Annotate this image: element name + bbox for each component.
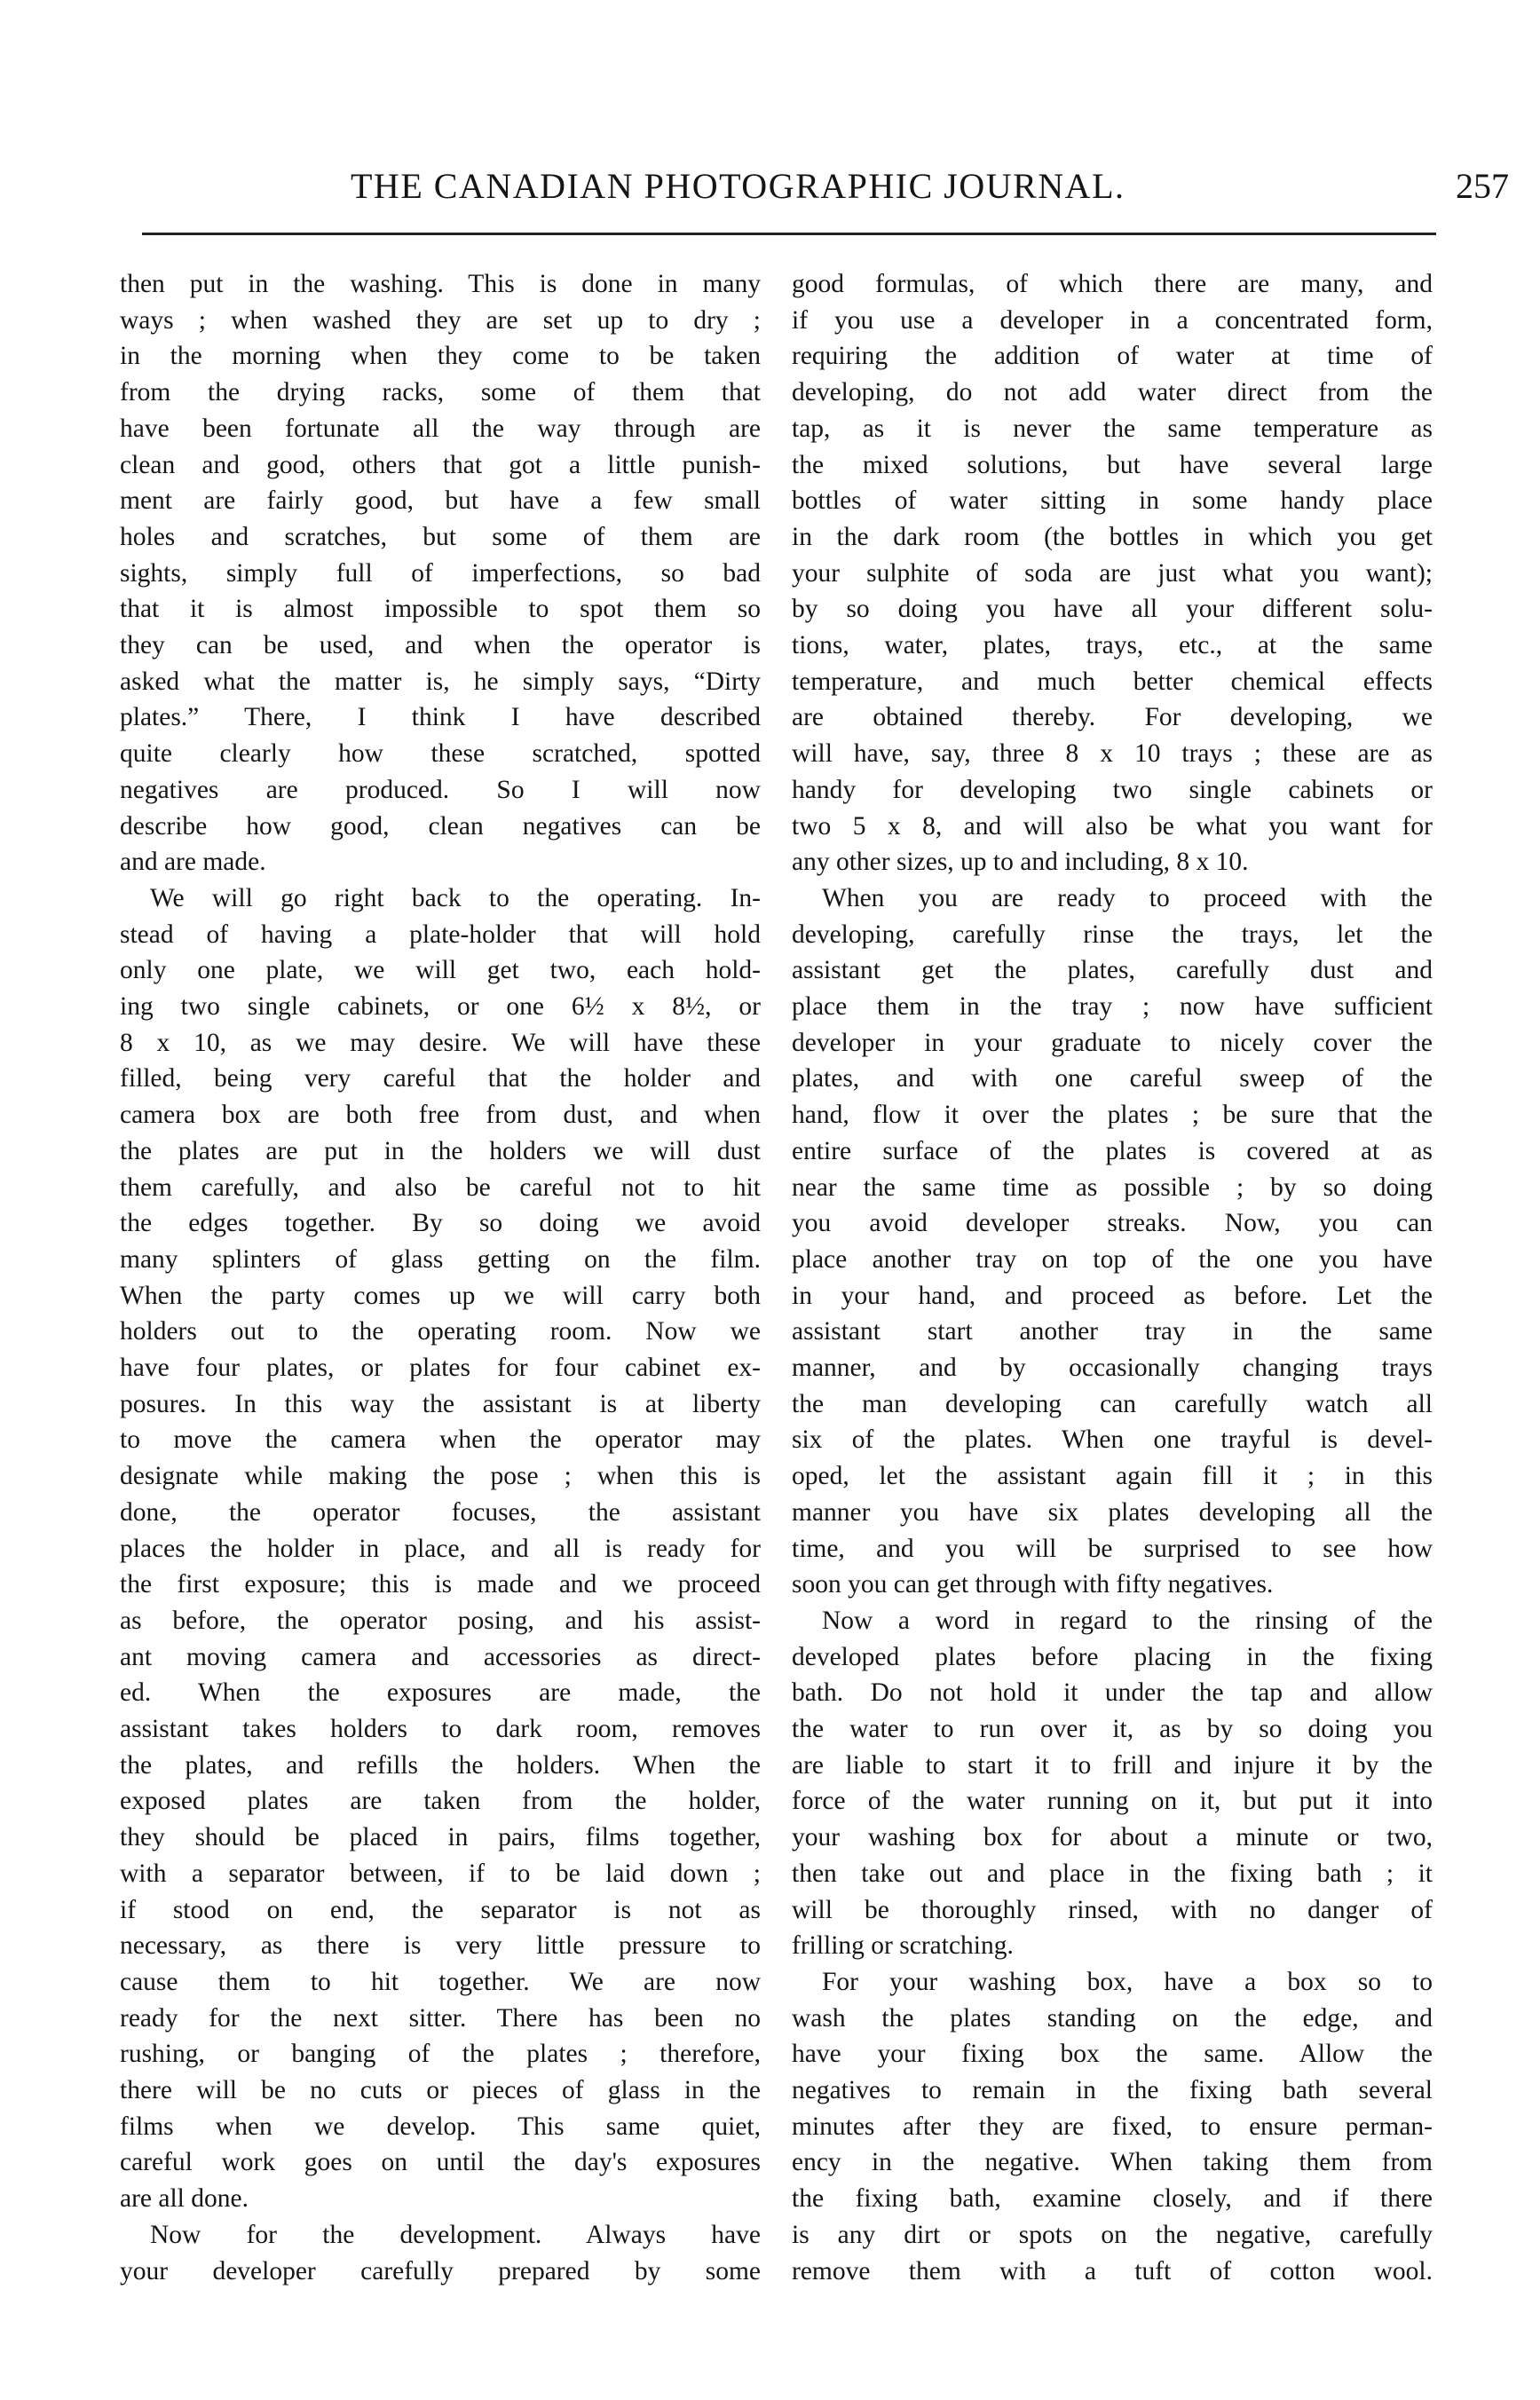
text-line: ways ; when washed they are set up to dry ; <box>120 305 761 335</box>
text-line: designate while making the pose ; when this is <box>120 1462 761 1491</box>
text-line: that it is almost impossible to spot them so <box>120 595 761 624</box>
text-line: assistant start another tray in the same <box>792 1317 1433 1346</box>
text-line: the water to run over it, as by so doing you <box>792 1715 1433 1743</box>
text-line: minutes after they are fixed, to ensure perman- <box>792 2112 1433 2141</box>
text-line: Now a word in regard to the rinsing of the <box>822 1606 1433 1635</box>
text-line: developed plates before placing in the fixing <box>792 1642 1433 1671</box>
text-line: by so doing you have all your different solu- <box>792 595 1433 624</box>
text-line: six of the plates. When one trayful is devel- <box>792 1425 1433 1455</box>
text-line: the plates, and refills the holders. When the <box>120 1750 761 1780</box>
text-line: posures. In this way the assistant is at liberty <box>120 1389 761 1418</box>
text-line: describe how good, clean negatives can be <box>120 811 761 841</box>
text-line: place them in the tray ; now have sufficient <box>792 992 1433 1021</box>
text-line: two 5 x 8, and will also be what you want for <box>792 811 1433 841</box>
text-line: assistant takes holders to dark room, removes <box>120 1715 761 1743</box>
text-line: any other sizes, up to and including, 8 x 10. <box>792 848 1249 877</box>
text-line: When the party comes up we will carry both <box>120 1281 761 1310</box>
text-line: the fixing bath, examine closely, and if there <box>792 2184 1433 2214</box>
text-line: remove them with a tuft of cotton wool. <box>792 2256 1433 2286</box>
text-line: place another tray on top of the one you have <box>792 1244 1433 1274</box>
text-line: cause them to hit together. We are now <box>120 1967 761 1996</box>
text-line: from the drying racks, some of them that <box>120 378 761 407</box>
text-line: ready for the next sitter. There has been no <box>120 2003 761 2033</box>
text-line: done, the operator focuses, the assistant <box>120 1497 761 1527</box>
text-line: time, and you will be surprised to see how <box>792 1534 1433 1563</box>
text-line: and are made. <box>120 848 266 877</box>
text-line: the plates are put in the holders we will dust <box>120 1136 761 1165</box>
text-line: stead of having a plate-holder that will hold <box>120 920 761 949</box>
text-line: temperature, and much better chemical effects <box>792 667 1433 696</box>
text-line: filled, being very careful that the holder and <box>120 1064 761 1093</box>
text-line: careful work goes on until the day's exposures <box>120 2148 761 2177</box>
text-line: many splinters of glass getting on the film. <box>120 1244 761 1274</box>
text-line: tions, water, plates, trays, etc., at the same <box>792 631 1433 659</box>
text-line: your sulphite of soda are just what you want); <box>792 558 1433 588</box>
text-line: then take out and place in the fixing bath ; it <box>792 1859 1433 1888</box>
text-line: necessary, as there is very little pressure to <box>120 1931 761 1961</box>
text-line: are obtained thereby. For developing, we <box>792 703 1433 732</box>
text-line: them carefully, and also be careful not to hit <box>120 1172 761 1202</box>
text-line: sights, simply full of imperfections, so bad <box>120 558 761 588</box>
text-line: places the holder in place, and all is ready for <box>120 1534 761 1563</box>
text-line: When you are ready to proceed with the <box>822 883 1433 912</box>
text-line: your washing box for about a minute or two, <box>792 1823 1433 1852</box>
text-line: the first exposure; this is made and we proceed <box>120 1570 761 1599</box>
text-line: entire surface of the plates is covered at as <box>792 1136 1433 1165</box>
text-line: bottles of water sitting in some handy place <box>792 486 1433 516</box>
text-line: negatives to remain in the fixing bath several <box>792 2076 1433 2104</box>
text-line: asked what the matter is, he simply says, “Dirty <box>120 667 761 696</box>
text-line: plates.” There, I think I have described <box>120 703 761 732</box>
text-line: frilling or scratching. <box>792 1931 1014 1961</box>
text-line: you avoid developer streaks. Now, you can <box>792 1209 1433 1238</box>
text-line: developing, do not add water direct from the <box>792 378 1433 407</box>
text-line: exposed plates are taken from the holder, <box>120 1787 761 1816</box>
text-line: have four plates, or plates for four cabinet ex- <box>120 1354 761 1382</box>
text-line: plates, and with one careful sweep of the <box>792 1064 1433 1093</box>
text-line: handy for developing two single cabinets or <box>792 775 1433 804</box>
text-line: to move the camera when the operator may <box>120 1425 761 1455</box>
text-line: in the dark room (the bottles in which you get <box>792 522 1433 551</box>
text-line: soon you can get through with fifty negatives. <box>792 1570 1274 1599</box>
text-line: in your hand, and proceed as before. Let the <box>792 1281 1433 1310</box>
text-line: if you use a developer in a concentrated form, <box>792 305 1433 335</box>
text-line: films when we develop. This same quiet, <box>120 2112 761 2141</box>
text-line: ency in the negative. When taking them from <box>792 2148 1433 2177</box>
text-line: ed. When the exposures are made, the <box>120 1678 761 1708</box>
text-line: in the morning when they come to be taken <box>120 342 761 371</box>
text-line: the edges together. By so doing we avoid <box>120 1209 761 1238</box>
text-line: Now for the development. Always have <box>150 2220 761 2249</box>
text-line: they should be placed in pairs, films together, <box>120 1823 761 1852</box>
text-line: with a separator between, if to be laid down ; <box>120 1859 761 1888</box>
text-line: have been fortunate all the way through are <box>120 414 761 443</box>
text-line: For your washing box, have a box so to <box>822 1967 1433 1996</box>
text-line: tap, as it is never the same temperature as <box>792 414 1433 443</box>
text-line: there will be no cuts or pieces of glass in the <box>120 2076 761 2104</box>
text-line: ing two single cabinets, or one 6½ x 8½, or <box>120 992 761 1021</box>
text-line: 8 x 10, as we may desire. We will have these <box>120 1028 761 1057</box>
running-header-title: THE CANADIAN PHOTOGRAPHIC JOURNAL. <box>351 166 1125 206</box>
text-line: hand, flow it over the plates ; be sure that the <box>792 1101 1433 1130</box>
text-line: manner you have six plates developing all the <box>792 1497 1433 1527</box>
text-line: negatives are produced. So I will now <box>120 775 761 804</box>
text-line: bath. Do not hold it under the tap and allow <box>792 1678 1433 1708</box>
text-line: have your fixing box the same. Allow the <box>792 2040 1433 2069</box>
text-line: holders out to the operating room. Now we <box>120 1317 761 1346</box>
text-line: holes and scratches, but some of them are <box>120 522 761 551</box>
text-line: ant moving camera and accessories as direct- <box>120 1642 761 1671</box>
text-line: are liable to start it to frill and injure it by the <box>792 1750 1433 1780</box>
text-line: will have, say, three 8 x 10 trays ; these are as <box>792 739 1433 769</box>
text-line: then put in the washing. This is done in many <box>120 270 761 298</box>
text-line: manner, and by occasionally changing trays <box>792 1354 1433 1382</box>
text-line: the mixed solutions, but have several large <box>792 450 1433 479</box>
text-line: camera box are both free from dust, and when <box>120 1101 761 1130</box>
text-line: will be thoroughly rinsed, with no danger of <box>792 1895 1433 1924</box>
text-line: is any dirt or spots on the negative, carefully <box>792 2220 1433 2249</box>
text-line: near the same time as possible ; by so doing <box>792 1172 1433 1202</box>
text-line: developing, carefully rinse the trays, let the <box>792 920 1433 949</box>
text-line: as before, the operator posing, and his assist- <box>120 1606 761 1635</box>
text-line: oped, let the assistant again fill it ; in this <box>792 1462 1433 1491</box>
text-line: if stood on end, the separator is not as <box>120 1895 761 1924</box>
text-line: the man developing can carefully watch all <box>792 1389 1433 1418</box>
text-line: assistant get the plates, carefully dust and <box>792 956 1433 985</box>
text-line: your developer carefully prepared by some <box>120 2256 761 2286</box>
header-rule <box>142 233 1436 235</box>
text-line: rushing, or banging of the plates ; therefore, <box>120 2040 761 2069</box>
text-line: only one plate, we will get two, each hold- <box>120 956 761 985</box>
text-line: they can be used, and when the operator is <box>120 631 761 659</box>
text-line: are all done. <box>120 2184 249 2214</box>
text-line: quite clearly how these scratched, spotted <box>120 739 761 769</box>
text-line: ment are fairly good, but have a few small <box>120 486 761 516</box>
page-number: 257 <box>1456 166 1509 206</box>
text-line: force of the water running on it, but put it into <box>792 1787 1433 1816</box>
text-line: developer in your graduate to nicely cover the <box>792 1028 1433 1057</box>
text-line: good formulas, of which there are many, and <box>792 270 1433 298</box>
text-line: requiring the addition of water at time of <box>792 342 1433 371</box>
text-line: We will go right back to the operating. In- <box>150 883 761 912</box>
text-line: wash the plates standing on the edge, and <box>792 2003 1433 2033</box>
text-line: clean and good, others that got a little punish- <box>120 450 761 479</box>
